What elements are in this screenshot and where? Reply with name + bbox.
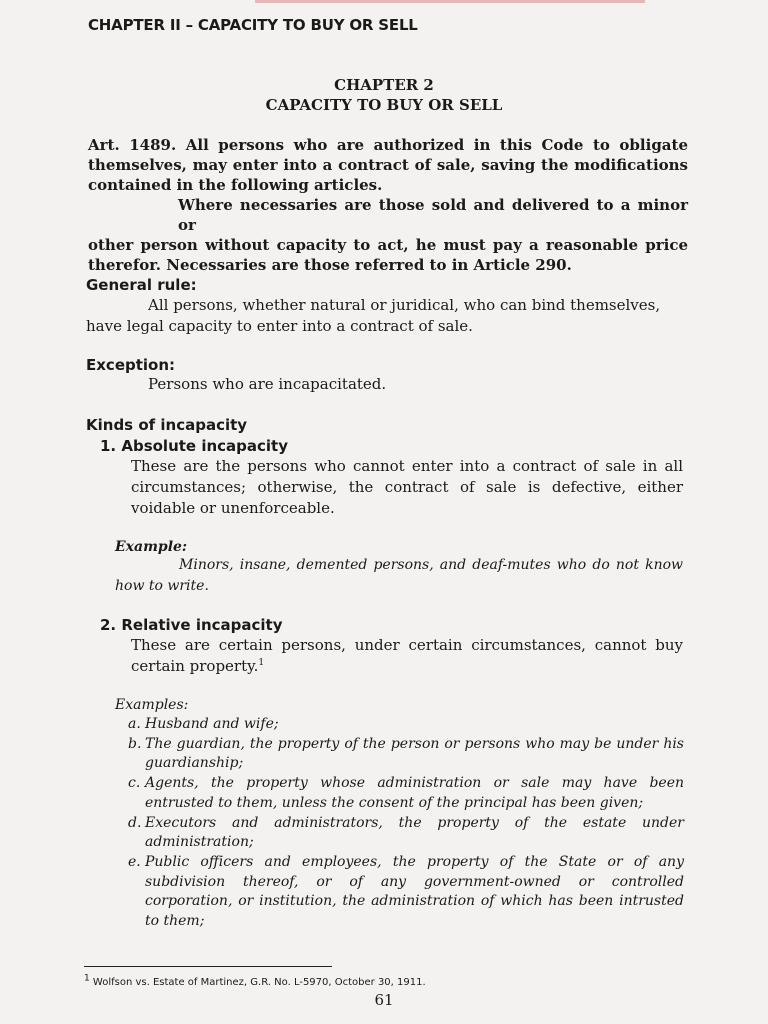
absolute-incapacity-heading: 1. Absolute incapacity — [100, 437, 288, 455]
footnote-marker: 1 — [84, 973, 90, 984]
relative-line: certain property.$^1$ — [131, 657, 265, 675]
list-item: a. Husband and wife; — [128, 716, 279, 732]
relative-line: These are certain persons, under certain circumstances, cannot buy — [131, 636, 683, 654]
absolute-example — [115, 555, 683, 597]
article-1489 — [88, 135, 688, 275]
absolute-line: voidable or unenforceable. — [131, 499, 335, 517]
kinds-heading: Kinds of incapacity — [86, 416, 248, 434]
example-line: how to write. — [115, 578, 209, 594]
chapter-title: CAPACITY TO BUY OR SELL — [265, 96, 503, 114]
absolute-incapacity-text — [131, 456, 683, 519]
article-line: Where necessaries are those sold and delivered to a minor or — [178, 196, 688, 234]
relative-incapacity-text — [131, 635, 683, 677]
relative-examples-list — [128, 715, 684, 932]
list-item: b. The guardian, the property of the person or persons who may be under his guardianship; — [128, 735, 684, 772]
absolute-line: These are the persons who cannot enter into a contract of sale in all — [131, 457, 683, 475]
exception-text: Persons who are incapacitated. — [148, 375, 387, 393]
absolute-line: circumstances; otherwise, the contract of sale is defective, either — [131, 478, 683, 496]
list-item: c. Agents, the property whose administration or sale may have been entrusted to them, unless the consent of the principal has been given; — [128, 775, 684, 811]
relative-incapacity-heading: 2. Relative incapacity — [100, 616, 283, 634]
list-item: e. Public officers and employees, the property of the State or of any subdivision thereof, or of any government-owned or controlled corporation, or institution, the administration of which has been intrusted to them; — [128, 853, 684, 930]
exception-heading: Exception: — [86, 356, 176, 374]
example-label: Example: — [115, 539, 188, 555]
list-item: d. Executors and administrators, the property of the estate under administration; — [128, 814, 684, 851]
general-rule-line: All persons, whether natural or juridical, who can bind themselves, — [148, 296, 661, 314]
footnote — [84, 973, 426, 988]
footnote-text: Wolfson vs. Estate of Martinez, G.R. No. L-5970, October 30, 1911. — [92, 977, 426, 988]
article-line: themselves, may enter into a contract of sale, saving the modifications — [88, 156, 688, 174]
footnote-ref: 1 — [258, 658, 265, 668]
general-rule-line: have legal capacity to enter into a contract of sale. — [86, 317, 473, 335]
article-line: other person without capacity to act, he must pay a reasonable price — [88, 236, 688, 254]
article-line: therefor. Necessaries are those referred to in Article 290. — [88, 256, 572, 274]
examples-label: Examples: — [115, 697, 189, 713]
running-header: CHAPTER II – CAPACITY TO BUY OR SELL — [88, 16, 418, 34]
page-number: 61 — [374, 991, 394, 1009]
chapter-number: CHAPTER 2 — [334, 76, 434, 94]
general-rule-heading: General rule: — [86, 276, 197, 294]
general-rule-text — [86, 295, 690, 337]
example-line: Minors, insane, demented persons, and deaf-mutes who do not know — [179, 557, 683, 573]
article-line: contained in the following articles. — [88, 176, 383, 194]
top-edge-mark — [255, 0, 645, 3]
article-line: Art. 1489. All persons who are authorized in this Code to obligate — [88, 136, 688, 154]
footnote-divider — [84, 966, 332, 967]
